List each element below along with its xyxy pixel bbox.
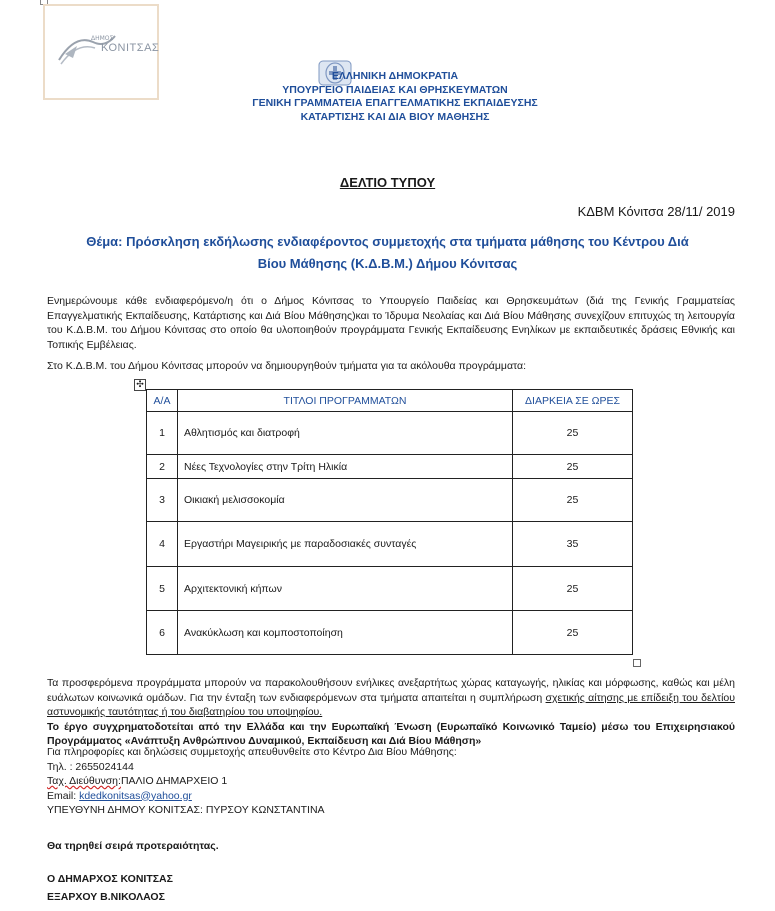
row-title: Οικιακή μελισσοκομία	[178, 479, 513, 522]
table-resize-handle[interactable]	[633, 659, 641, 667]
email-label: Email:	[47, 789, 80, 802]
row-hours: 25	[513, 412, 633, 455]
header-num: Α/Α	[147, 390, 178, 412]
row-hours: 25	[513, 611, 633, 655]
row-hours: 25	[513, 455, 633, 479]
priority-note: Θα τηρηθεί σειρά προτεραιότητας.	[47, 840, 219, 852]
application-requirement: σχετικής αίτησης με επίδειξη του δελτίου αστυνομικής ταυτότητας ή του διαβατηρίου του υποψηφίου.	[47, 691, 735, 718]
contact-responsible: ΥΠΕΥΘΥΝΗ ΔΗΜΟΥ ΚΟΝΙΤΣΑΣ: ΠΥΡΣΟΥ ΚΩΝΣΤΑΝΤΙΝΑ	[47, 804, 325, 816]
row-title: Αρχιτεκτονική κήπων	[178, 567, 513, 611]
contact-intro: Για πληροφορίες και δηλώσεις συμμετοχής απευθυνθείτε στο Κέντρο Δια Βίου Μάθησης:	[47, 746, 457, 758]
row-title: Αθλητισμός και διατροφή	[178, 412, 513, 455]
date-line: ΚΔΒΜ Κόνιτσα 28/11/ 2019	[577, 204, 735, 219]
eligibility-text: Τα προσφερόμενα προγράμματα μπορούν να παρακολουθήσουν ενήλικες ανεξαρτήτως χώρας καταγωγής, ηλικίας και μόρφωσης, καθώς και μέλη ευάλωτων κοινωνικά ομάδων. Για την ένταξη των ενδιαφερόμενων στα τμήματα απαιτείται η συμπλήρωση	[47, 677, 735, 704]
header-line-secretariat: ΓΕΝΙΚΗ ΓΡΑΜΜΑΤΕΙΑ ΕΠΑΓΓΕΛΜΑΤΙΚΗΣ ΕΚΠΑΙΔΕΥΣΗΣ	[252, 97, 538, 109]
row-num: 1	[147, 412, 178, 455]
header-line-republic: ΕΛΛΗΝΙΚΗ ΔΗΜΟΚΡΑΤΙΑ	[331, 70, 459, 82]
logo-name: ΚΟΝΙΤΣΑΣ	[101, 42, 160, 54]
row-hours: 25	[513, 479, 633, 522]
signature-title: Ο ΔΗΜΑΡΧΟΣ ΚΟΝΙΤΣΑΣ	[47, 873, 173, 885]
table-row	[147, 611, 633, 655]
header-line-ministry: ΥΠΟΥΡΓΕΙΟ ΠΑΙΔΕΙΑΣ ΚΑΙ ΘΡΗΣΚΕΥΜΑΤΩΝ	[282, 83, 508, 96]
programs-table	[146, 389, 633, 655]
header-line-training: ΚΑΤΑΡΤΙΣΗΣ ΚΑΙ ΔΙΑ ΒΙΟΥ ΜΑΘΗΣΗΣ	[300, 110, 490, 123]
table-row	[147, 479, 633, 522]
contact-address	[47, 774, 457, 789]
table-row	[147, 567, 633, 611]
signature-name: ΕΞΑΡΧΟΥ Β.ΝΙΚΟΛΑΟΣ	[47, 891, 165, 903]
contact-info	[47, 745, 457, 818]
table-header-row	[147, 390, 633, 412]
address-label: Ταχ. Διεύθυνση:	[47, 775, 121, 787]
eligibility-paragraph	[47, 676, 735, 749]
header-hours: ΔΙΑΡΚΕΙΑ ΣΕ ΩΡΕΣ	[513, 390, 633, 412]
row-title: Νέες Τεχνολογίες στην Τρίτη Ηλικία	[178, 455, 513, 479]
subject-line-2: Βίου Μάθησης (Κ.Δ.Β.Μ.) Δήμου Κόνιτσας	[257, 256, 518, 271]
municipality-logo	[43, 4, 159, 100]
intro-paragraph: Ενημερώνουμε κάθε ενδιαφερόμενο/η ότι ο Δήμος Κόνιτσας το Υπουργείο Παιδείας και Θρησκευμάτων (διά της Γενικής Γραμματείας Επαγγελματικής Εκπαίδευσης, Κατάρτισης και Διά Βίου Μάθησης)και το Ίδρυμα Νεολαίας και Διά Βίου Μάθησης συνεχίζουν επιτυχώς τη λειτουργία του Κ.Δ.Β.Μ. του Δήμου Κόνιτσας στο οποίο θα υλοποιηθούν προγράμματα Γενικής Εκπαίδευσης Ενηλίκων με εκπαιδευτικές δράσεις Εθνικής και Τοπικής Εμβέλειας.	[47, 295, 735, 351]
subject-line-1: Θέμα: Πρόσκληση εκδήλωσης ενδιαφέροντος συμμετοχής στα τμήματα μάθησης του Κέντρου Διά	[86, 234, 689, 249]
table-row	[147, 455, 633, 479]
programs-intro: Στο Κ.Δ.Β.Μ. του Δήμου Κόνιτσας μπορούν να δημιουργηθούν τμήματα για τα ακόλουθα προγράμματα:	[47, 360, 527, 372]
contact-phone: Τηλ. : 2655024144	[47, 760, 134, 773]
row-num: 2	[147, 455, 178, 479]
logo-small-text: ΔΗΜΟΣ	[91, 35, 114, 42]
row-num: 3	[147, 479, 178, 522]
signature-block	[47, 870, 173, 906]
press-release-title: ΔΕΛΤΙΟ ΤΥΠΟΥ	[339, 175, 436, 190]
table-row	[147, 412, 633, 455]
ministry-header	[240, 70, 550, 124]
row-title: Εργαστήρι Μαγειρικής με παραδοσιακές συνταγές	[178, 522, 513, 567]
address-value: ΠΑΛΙΟ ΔΗΜΑΡΧΕΙΟ 1	[120, 775, 228, 787]
table-row	[147, 522, 633, 567]
row-title: Ανακύκλωση και κομποστοποίηση	[178, 611, 513, 655]
table-move-handle[interactable]: ✣	[134, 379, 146, 391]
header-title: ΤΙΤΛΟΙ ΠΡΟΓΡΑΜΜΑΤΩΝ	[178, 390, 513, 412]
row-hours: 35	[513, 522, 633, 567]
funding-statement: Το έργο συγχρηματοδοτείται από την Ελλάδα και την Ευρωπαϊκή Ένωση (Ευρωπαϊκό Κοινωνικό Ταμείο) μέσω του Επιχειρησιακού Προγράμματος «Ανάπτυξη Ανθρώπινου Δυναμικού, Εκπαίδευση και Διά Βίου Μάθηση»	[47, 720, 735, 747]
row-num: 6	[147, 611, 178, 655]
row-num: 4	[147, 522, 178, 567]
contact-email	[47, 789, 457, 804]
row-hours: 25	[513, 567, 633, 611]
email-link[interactable]: kdedkonitsas@yahoo.gr	[79, 789, 192, 802]
row-num: 5	[147, 567, 178, 611]
subject-heading	[50, 231, 725, 275]
